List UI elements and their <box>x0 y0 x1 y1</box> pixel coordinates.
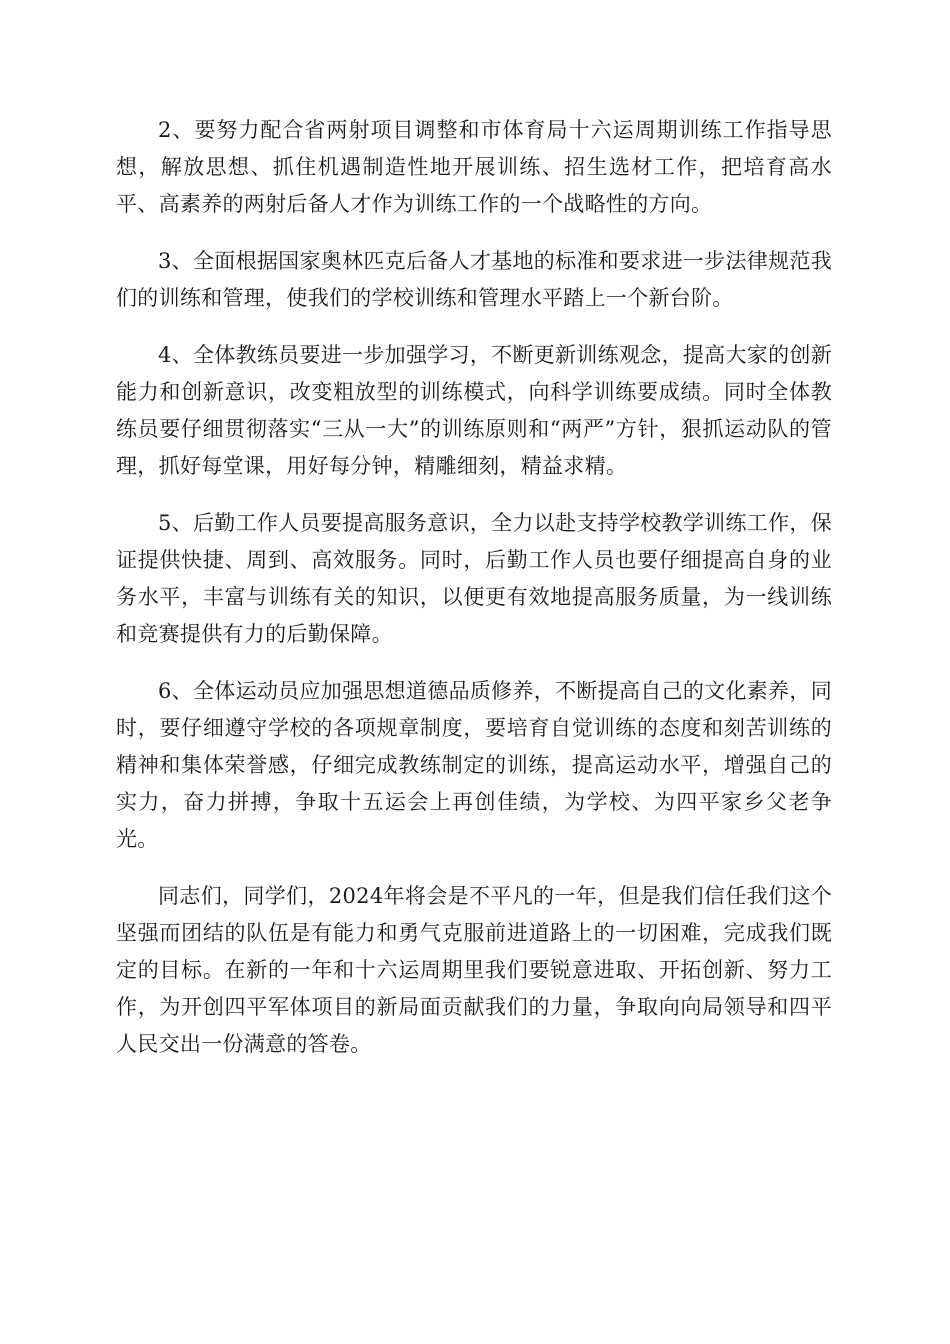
paragraph-item-2: 2、要努力配合省两射项目调整和市体育局十六运周期训练工作指导思想，解放思想、抓住机遇制造性地开展训练、招生选材工作，把培育高水平、高素养的两射后备人才作为训练工作的一个战略性的方向。 <box>116 118 832 216</box>
paragraph-item-6: 6、全体运动员应加强思想道德品质修养，不断提高自己的文化素养，同时，要仔细遵守学校的各项规章制度，要培育自觉训练的态度和刻苦训练的精神和集体荣誉感，仔细完成教练制定的训练，提高运动水平，增强自己的实力，奋力拼搏，争取十五运会上再创佳绩，为学校、为四平家乡父老争光。 <box>116 679 832 851</box>
paragraph-closing: 同志们，同学们，2024年将会是不平凡的一年，但是我们信任我们这个坚强而团结的队伍是有能力和勇气克服前进道路上的一切困难，完成我们既定的目标。在新的一年和十六运周期里我们要锐意进取、开拓创新、努力工作，为开创四平军体项目的新局面贡献我们的力量，争取向向局领导和四平人民交出一份满意的答卷。 <box>116 884 832 1056</box>
paragraph-item-3: 3、全面根据国家奥林匹克后备人才基地的标准和要求进一步法律规范我们的训练和管理，使我们的学校训练和管理水平踏上一个新台阶。 <box>116 249 832 310</box>
paragraph-item-5: 5、后勤工作人员要提高服务意识，全力以赴支持学校教学训练工作，保证提供快捷、周到、高效服务。同时，后勤工作人员也要仔细提高自身的业务水平，丰富与训练有关的知识，以便更有效地提高服务质量，为一线训练和竞赛提供有力的后勤保障。 <box>116 511 832 646</box>
document-body <box>116 112 832 1083</box>
paragraph-item-4: 4、全体教练员要进一步加强学习，不断更新训练观念，提高大家的创新能力和创新意识，改变粗放型的训练模式，向科学训练要成绩。同时全体教练员要仔细贯彻落实“三从一大”的训练原则和“两严”方针，狠抓运动队的管理，抓好每堂课，用好每分钟，精雕细刻，精益求精。 <box>116 343 832 478</box>
